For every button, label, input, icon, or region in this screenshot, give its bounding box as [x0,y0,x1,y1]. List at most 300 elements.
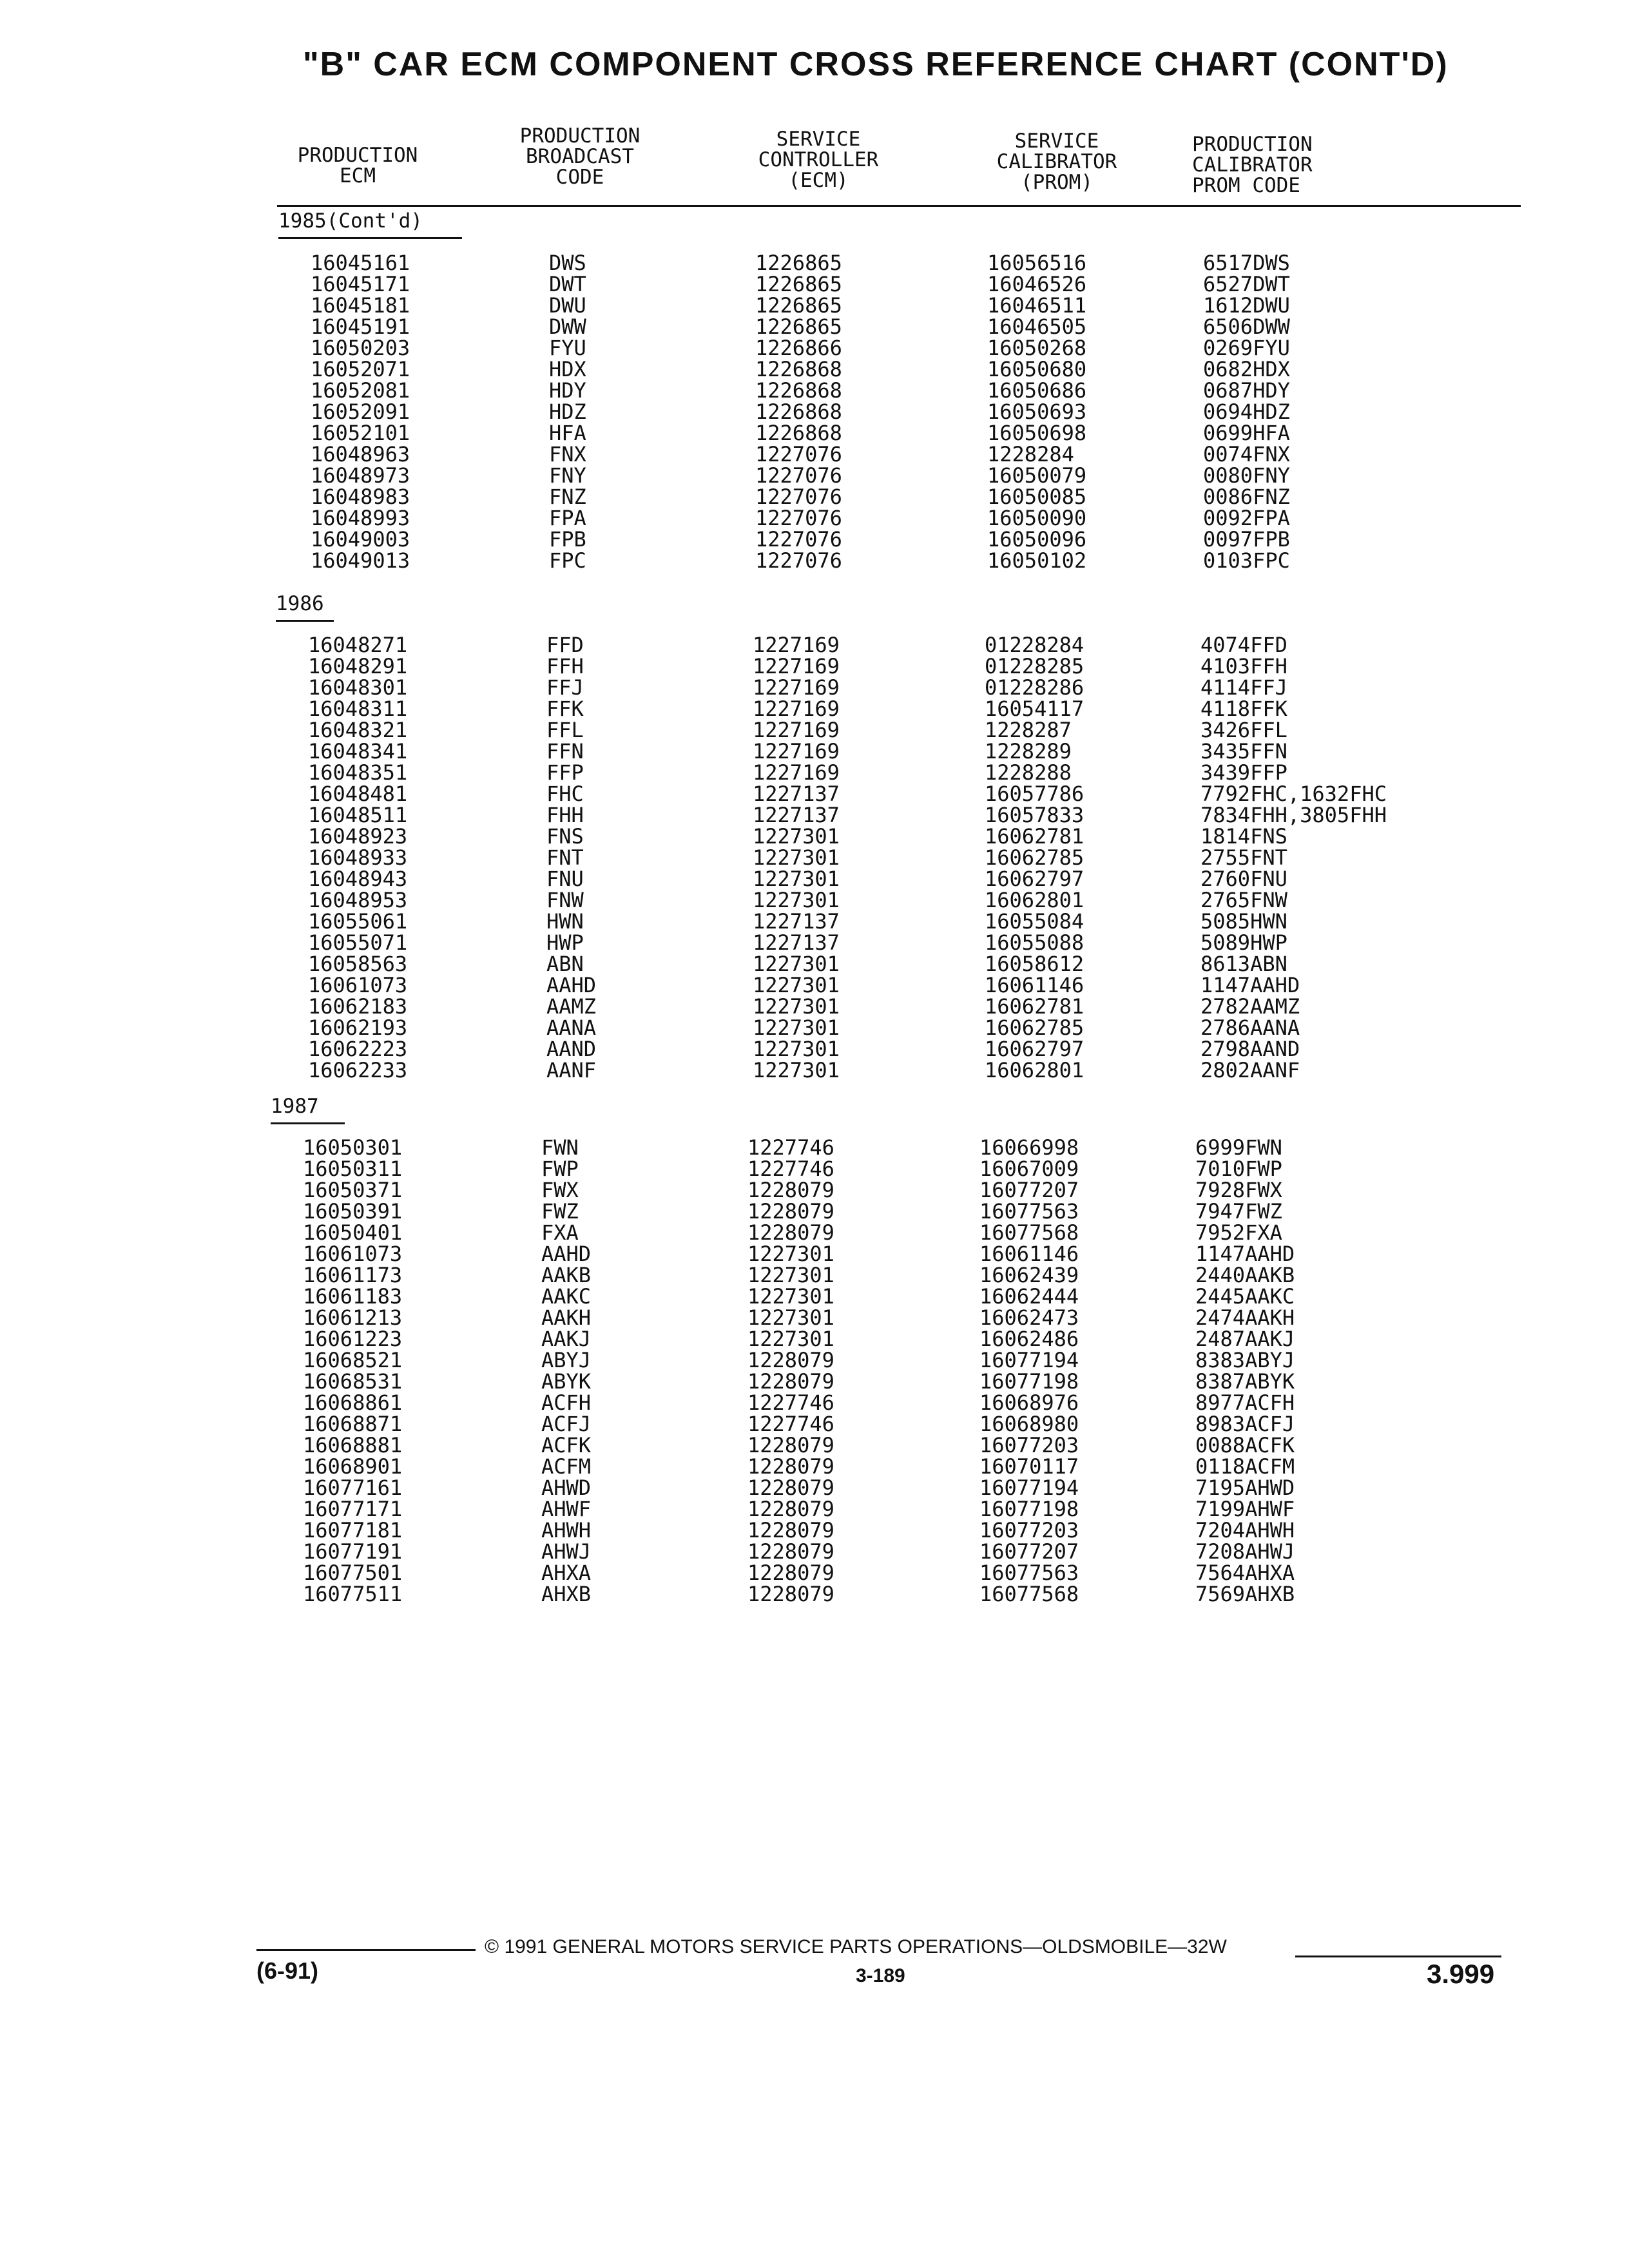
service-calibrator-cell: 16067009 [979,1157,1079,1181]
broadcast-code-cell: DWT [549,272,586,296]
prom-code-cell: 7010FWP [1195,1157,1282,1181]
prom-code-cell: 7947FWZ [1195,1199,1282,1224]
footer-section-number: 3.999 [1427,1959,1495,1989]
service-calibrator-cell: 16050102 [987,548,1087,573]
table-row [303,1307,1629,1329]
footer-date: (6-91) [256,1957,319,1984]
service-controller-cell: 1227169 [753,675,840,700]
service-calibrator-cell: 16077194 [979,1475,1079,1500]
production-ecm-cell: 16045171 [311,272,410,296]
prom-code-cell: 7199AHWF [1195,1497,1295,1521]
production-ecm-cell: 16062183 [308,994,408,1019]
service-calibrator-cell: 16054117 [985,697,1084,721]
service-calibrator-cell: 16062801 [985,1058,1084,1082]
broadcast-code-cell: AANA [546,1015,597,1040]
service-calibrator-cell: 1228288 [985,760,1072,785]
prom-code-cell: 2782AAMZ [1200,994,1300,1019]
service-calibrator-cell: 16050090 [987,506,1087,530]
broadcast-code-cell: FNY [549,463,586,488]
prom-code-cell: 7569AHXB [1195,1582,1295,1606]
service-controller-cell: 1228079 [747,1433,834,1457]
service-calibrator-cell: 16057833 [985,803,1084,827]
prom-code-cell: 7195AHWD [1195,1475,1295,1500]
broadcast-code-cell: FXA [541,1220,579,1245]
service-controller-cell: 1226865 [755,293,842,318]
table-row [308,869,1629,890]
broadcast-code-cell: AHWD [541,1475,592,1500]
page-title: "B" CAR ECM COMPONENT CROSS REFERENCE CHART (CONT'D) [303,46,1449,83]
table-row [303,1584,1629,1605]
service-controller-cell: 1226865 [755,314,842,339]
table-row [308,1060,1629,1081]
service-calibrator-cell: 16050680 [987,357,1087,381]
prom-code-cell: 7208AHWJ [1195,1539,1295,1564]
service-calibrator-cell: 16058612 [985,952,1084,976]
table-row [308,847,1629,869]
section-underline [278,237,462,239]
service-controller-cell: 1227301 [753,888,840,912]
service-controller-cell: 1228079 [747,1561,834,1585]
service-controller-cell: 1227169 [753,718,840,742]
table-row [303,1541,1629,1562]
production-ecm-cell: 16048983 [311,485,410,509]
prom-code-cell: 4074FFD [1200,633,1287,657]
table-row [303,1180,1629,1201]
service-controller-cell: 1226868 [755,378,842,403]
broadcast-code-cell: FWN [541,1135,579,1160]
service-controller-cell: 1228079 [747,1539,834,1564]
service-calibrator-cell: 01228285 [985,654,1084,678]
service-controller-cell: 1227301 [753,867,840,891]
prom-code-cell: 2765FNW [1200,888,1287,912]
prom-code-cell: 0699HFA [1203,421,1290,445]
service-controller-cell: 1228079 [747,1369,834,1394]
section-label-1987 [271,1095,345,1124]
production-ecm-cell: 16048963 [311,442,410,466]
service-controller-cell: 1227301 [753,1015,840,1040]
section-underline [271,1122,345,1124]
service-calibrator-cell: 16062439 [979,1263,1079,1287]
prom-code-cell: 7792FHC,1632FHC [1200,782,1387,806]
broadcast-code-cell: FFL [546,718,584,742]
production-ecm-cell: 16061223 [303,1327,403,1351]
service-calibrator-cell: 16077568 [979,1220,1079,1245]
table-row [308,698,1629,720]
service-calibrator-cell: 16068976 [979,1390,1079,1415]
broadcast-code-cell: ACFK [541,1433,592,1457]
prom-code-cell: 8613ABN [1200,952,1287,976]
table-row [303,1222,1629,1244]
broadcast-code-cell: FFJ [546,675,584,700]
prom-code-cell: 8977ACFH [1195,1390,1295,1415]
service-calibrator-cell: 16066998 [979,1135,1079,1160]
prom-code-cell: 0086FNZ [1203,485,1290,509]
prom-code-cell: 2755FNT [1200,845,1287,870]
prom-code-cell: 7952FXA [1195,1220,1282,1245]
service-controller-cell: 1228079 [747,1348,834,1372]
service-controller-cell: 1227076 [755,506,842,530]
production-ecm-cell: 16050301 [303,1135,403,1160]
production-ecm-cell: 16048351 [308,760,408,785]
prom-code-cell: 0682HDX [1203,357,1290,381]
production-ecm-cell: 16048311 [308,697,408,721]
prom-code-cell: 7834FHH,3805FHH [1200,803,1387,827]
production-ecm-cell: 16068521 [303,1348,403,1372]
prom-code-cell: 6517DWS [1203,251,1290,275]
header-service-calibrator: SERVICE CALIBRATOR (PROM) [996,130,1117,194]
service-calibrator-cell: 16077194 [979,1348,1079,1372]
service-calibrator-cell: 16061146 [985,973,1084,997]
production-ecm-cell: 16061213 [303,1305,403,1330]
production-ecm-cell: 16052081 [311,378,410,403]
service-calibrator-cell: 16077207 [979,1178,1079,1202]
service-calibrator-cell: 16062781 [985,994,1084,1019]
production-ecm-cell: 16048993 [311,506,410,530]
broadcast-code-cell: AAKB [541,1263,592,1287]
table-row [308,677,1629,698]
table-row [311,338,1629,359]
prom-code-cell: 7928FWX [1195,1178,1282,1202]
production-ecm-cell: 16052101 [311,421,410,445]
service-controller-cell: 1227301 [753,952,840,976]
service-controller-cell: 1227301 [747,1284,834,1309]
prom-code-cell: 8387ABYK [1195,1369,1295,1394]
broadcast-code-cell: AAKH [541,1305,592,1330]
service-controller-cell: 1228079 [747,1199,834,1224]
service-calibrator-cell: 16050693 [987,399,1087,424]
table-row [308,1017,1629,1039]
prom-code-cell: 2474AAKH [1195,1305,1295,1330]
service-calibrator-cell: 16062797 [985,1037,1084,1061]
table-row [303,1329,1629,1350]
broadcast-code-cell: AHXA [541,1561,592,1585]
table-row [308,783,1629,805]
broadcast-code-cell: FFH [546,654,584,678]
service-controller-cell: 1228079 [747,1518,834,1542]
production-ecm-cell: 16062193 [308,1015,408,1040]
production-ecm-cell: 16077511 [303,1582,403,1606]
table-row [308,975,1629,996]
production-ecm-cell: 16061183 [303,1284,403,1309]
production-ecm-cell: 16055071 [308,930,408,955]
prom-code-cell: 2760FNU [1200,867,1287,891]
prom-code-cell: 6999FWN [1195,1135,1282,1160]
production-ecm-cell: 16062223 [308,1037,408,1061]
broadcast-code-cell: AHXB [541,1582,592,1606]
service-calibrator-cell: 16077563 [979,1561,1079,1585]
service-controller-cell: 1226865 [755,251,842,275]
table-row [311,508,1629,529]
broadcast-code-cell: FYU [549,336,586,360]
service-calibrator-cell: 16055088 [985,930,1084,955]
table-row [311,486,1629,508]
service-controller-cell: 1227746 [747,1135,834,1160]
service-controller-cell: 1228079 [747,1454,834,1479]
production-ecm-cell: 16049013 [311,548,410,573]
production-ecm-cell: 16077171 [303,1497,403,1521]
table-row [311,529,1629,550]
header-broadcast-code: PRODUCTION BROADCAST CODE [519,124,641,189]
broadcast-code-cell: AAND [546,1037,597,1061]
production-ecm-cell: 16077161 [303,1475,403,1500]
service-calibrator-cell: 16062801 [985,888,1084,912]
broadcast-code-cell: FNX [549,442,586,466]
service-calibrator-cell: 16062444 [979,1284,1079,1309]
broadcast-code-cell: AAMZ [546,994,597,1019]
broadcast-code-cell: AANF [546,1058,597,1082]
service-controller-cell: 1227076 [755,548,842,573]
prom-code-cell: 1612DWU [1203,293,1290,318]
table-row [308,932,1629,954]
broadcast-code-cell: HDY [549,378,586,403]
broadcast-code-cell: FFD [546,633,584,657]
service-controller-cell: 1227301 [747,1327,834,1351]
service-calibrator-cell: 16077568 [979,1582,1079,1606]
section-label-1986 [276,593,334,622]
service-calibrator-cell: 16050085 [987,485,1087,509]
production-ecm-cell: 16048953 [308,888,408,912]
service-controller-cell: 1227169 [753,654,840,678]
service-calibrator-cell: 1228284 [987,442,1074,466]
production-ecm-cell: 16050401 [303,1220,403,1245]
service-controller-cell: 1226868 [755,357,842,381]
broadcast-code-cell: AAKC [541,1284,592,1309]
service-controller-cell: 1227301 [747,1305,834,1330]
service-calibrator-cell: 16070117 [979,1454,1079,1479]
service-controller-cell: 1227137 [753,782,840,806]
service-controller-cell: 1227076 [755,527,842,552]
prom-code-cell: 8383ABYJ [1195,1348,1295,1372]
table-row [311,401,1629,423]
broadcast-code-cell: ACFJ [541,1412,592,1436]
table-row [303,1371,1629,1392]
prom-code-cell: 0694HDZ [1203,399,1290,424]
broadcast-code-cell: FPB [549,527,586,552]
prom-code-cell: 3439FFP [1200,760,1287,785]
service-calibrator-cell: 16050096 [987,527,1087,552]
table-row [308,826,1629,847]
header-rule [277,205,1521,207]
production-ecm-cell: 16050371 [303,1178,403,1202]
service-controller-cell: 1227301 [753,973,840,997]
table-row [308,656,1629,677]
broadcast-code-cell: FPA [549,506,586,530]
table-row [303,1414,1629,1435]
table-row [303,1520,1629,1541]
prom-code-cell: 2487AAKJ [1195,1327,1295,1351]
prom-code-cell: 6506DWW [1203,314,1290,339]
broadcast-code-cell: ABYJ [541,1348,592,1372]
service-controller-cell: 1227137 [753,803,840,827]
service-calibrator-cell: 1228287 [985,718,1072,742]
table-row [308,890,1629,911]
service-calibrator-cell: 16056516 [987,251,1087,275]
service-calibrator-cell: 16062797 [985,867,1084,891]
section-label-text: 1985(Cont'd) [278,209,423,233]
service-calibrator-cell: 16077563 [979,1199,1079,1224]
production-ecm-cell: 16048511 [308,803,408,827]
broadcast-code-cell: FWX [541,1178,579,1202]
service-calibrator-cell: 16061146 [979,1242,1079,1266]
broadcast-code-cell: FNU [546,867,584,891]
service-calibrator-cell: 16046511 [987,293,1087,318]
production-ecm-cell: 16048341 [308,739,408,764]
production-ecm-cell: 16050391 [303,1199,403,1224]
service-calibrator-cell: 16062785 [985,845,1084,870]
production-ecm-cell: 16048933 [308,845,408,870]
service-controller-cell: 1227076 [755,442,842,466]
section-label-text: 1986 [276,592,324,615]
table-row [303,1456,1629,1477]
prom-code-cell: 7564AHXA [1195,1561,1295,1585]
broadcast-code-cell: FPC [549,548,586,573]
table-row [303,1477,1629,1499]
prom-code-cell: 0074FNX [1203,442,1290,466]
table-row [303,1244,1629,1265]
footer-rule-right [1295,1956,1501,1957]
prom-code-cell: 0088ACFK [1195,1433,1295,1457]
broadcast-code-cell: FNW [546,888,584,912]
production-ecm-cell: 16050203 [311,336,410,360]
service-controller-cell: 1227137 [753,909,840,934]
production-ecm-cell: 16050311 [303,1157,403,1181]
production-ecm-cell: 16068531 [303,1369,403,1394]
table-row [303,1562,1629,1584]
broadcast-code-cell: HDX [549,357,586,381]
prom-code-cell: 2786AANA [1200,1015,1300,1040]
table-row [311,253,1629,274]
section-underline [276,620,334,622]
broadcast-code-cell: HFA [549,421,586,445]
service-controller-cell: 1228079 [747,1178,834,1202]
broadcast-code-cell: AAHD [541,1242,592,1266]
service-controller-cell: 1226865 [755,272,842,296]
service-calibrator-cell: 16050698 [987,421,1087,445]
service-calibrator-cell: 16062785 [985,1015,1084,1040]
table-row [303,1435,1629,1456]
service-calibrator-cell: 1228289 [985,739,1072,764]
table-row [308,762,1629,783]
table-row [308,996,1629,1017]
broadcast-code-cell: AHWF [541,1497,592,1521]
table-row [303,1499,1629,1520]
service-calibrator-cell: 16068980 [979,1412,1079,1436]
broadcast-code-cell: ABYK [541,1369,592,1394]
table-row [311,550,1629,572]
production-ecm-cell: 16048943 [308,867,408,891]
prom-code-cell: 0103FPC [1203,548,1290,573]
prom-code-cell: 7204AHWH [1195,1518,1295,1542]
table-row [311,274,1629,295]
service-controller-cell: 1227301 [753,824,840,849]
service-controller-cell: 1227076 [755,485,842,509]
service-controller-cell: 1227746 [747,1412,834,1436]
broadcast-code-cell: FNZ [549,485,586,509]
service-calibrator-cell: 16050079 [987,463,1087,488]
broadcast-code-cell: FFN [546,739,584,764]
section-label-1985 [278,210,462,239]
service-calibrator-cell: 16046505 [987,314,1087,339]
service-calibrator-cell: 16062473 [979,1305,1079,1330]
broadcast-code-cell: FNS [546,824,584,849]
production-ecm-cell: 16077181 [303,1518,403,1542]
prom-code-cell: 4103FFH [1200,654,1287,678]
production-ecm-cell: 16061073 [303,1242,403,1266]
service-calibrator-cell: 16050686 [987,378,1087,403]
production-ecm-cell: 16077191 [303,1539,403,1564]
production-ecm-cell: 16068871 [303,1412,403,1436]
production-ecm-cell: 16068901 [303,1454,403,1479]
service-calibrator-cell: 01228286 [985,675,1084,700]
table-row [308,954,1629,975]
prom-code-cell: 2440AAKB [1195,1263,1295,1287]
table-row [303,1265,1629,1286]
broadcast-code-cell: AAKJ [541,1327,592,1351]
broadcast-code-cell: ACFM [541,1454,592,1479]
footer-copyright: © 1991 GENERAL MOTORS SERVICE PARTS OPERATIONS—OLDSMOBILE—32W [485,1936,1227,1957]
production-ecm-cell: 16068881 [303,1433,403,1457]
prom-code-cell: 0092FPA [1203,506,1290,530]
production-ecm-cell: 16045181 [311,293,410,318]
broadcast-code-cell: HWN [546,909,584,934]
broadcast-code-cell: FWZ [541,1199,579,1224]
prom-code-cell: 0269FYU [1203,336,1290,360]
prom-code-cell: 0118ACFM [1195,1454,1295,1479]
service-controller-cell: 1227169 [753,760,840,785]
broadcast-code-cell: FFK [546,697,584,721]
section-rows-1985 [311,253,1629,572]
broadcast-code-cell: FNT [546,845,584,870]
broadcast-code-cell: DWW [549,314,586,339]
table-row [303,1137,1629,1158]
section-rows-1986 [308,635,1629,1081]
production-ecm-cell: 16062233 [308,1058,408,1082]
service-calibrator-cell: 16050268 [987,336,1087,360]
service-calibrator-cell: 16062781 [985,824,1084,849]
table-row [308,1039,1629,1060]
service-calibrator-cell: 16046526 [987,272,1087,296]
table-row [311,380,1629,401]
service-controller-cell: 1228079 [747,1475,834,1500]
table-row [311,423,1629,444]
header-production-ecm: PRODUCTION ECM [297,144,418,187]
broadcast-code-cell: FHC [546,782,584,806]
service-controller-cell: 1227746 [747,1390,834,1415]
service-calibrator-cell: 01228284 [985,633,1084,657]
table-row [303,1350,1629,1371]
table-row [308,805,1629,826]
service-controller-cell: 1227137 [753,930,840,955]
service-controller-cell: 1227301 [753,845,840,870]
broadcast-code-cell: FWP [541,1157,579,1181]
production-ecm-cell: 16058563 [308,952,408,976]
service-controller-cell: 1226866 [755,336,842,360]
prom-code-cell: 4118FFK [1200,697,1287,721]
header-service-controller: SERVICE CONTROLLER (ECM) [758,128,879,192]
prom-code-cell: 3435FFN [1200,739,1287,764]
prom-code-cell: 6527DWT [1203,272,1290,296]
production-ecm-cell: 16048923 [308,824,408,849]
production-ecm-cell: 16048271 [308,633,408,657]
table-row [308,720,1629,741]
service-controller-cell: 1227169 [753,739,840,764]
prom-code-cell: 1147AAHD [1195,1242,1295,1266]
prom-code-cell: 0080FNY [1203,463,1290,488]
broadcast-code-cell: FHH [546,803,584,827]
table-row [311,444,1629,465]
production-ecm-cell: 16045161 [311,251,410,275]
prom-code-cell: 1814FNS [1200,824,1287,849]
